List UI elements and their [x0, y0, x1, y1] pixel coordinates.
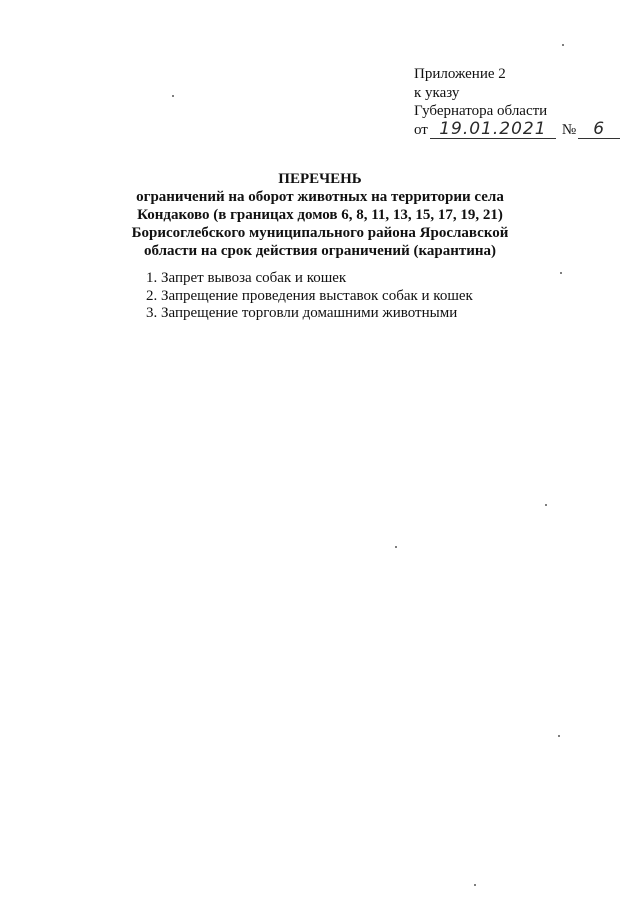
list-item: 1. Запрет вывоза собак и кошек — [146, 270, 347, 286]
list-item: 3. Запрещение торговли домашними животными — [146, 305, 458, 321]
appendix-date-number-line — [414, 121, 624, 140]
handwritten-number: 6 — [578, 121, 620, 139]
scan-speck — [172, 95, 174, 97]
document-title: ПЕРЕЧЕНЬ — [278, 171, 362, 187]
scan-speck — [558, 735, 560, 737]
scan-speck — [474, 884, 476, 886]
document-heading — [120, 170, 520, 260]
document-subtitle: ограничений на оборот животных на территории села Кондаково (в границах домов 6, 8, 11, 13, 15, 17, 19, 21) Борисоглебского муниципального района Ярославской области на срок действия ограничений (карантина) — [131, 189, 509, 259]
appendix-line-3: Губернатора области — [414, 103, 548, 119]
from-label: от — [414, 121, 428, 138]
scan-speck — [545, 504, 547, 506]
appendix-line-1: Приложение 2 — [414, 66, 506, 82]
scan-speck — [562, 44, 564, 46]
handwritten-date: 19.01.2021 — [430, 121, 556, 139]
scan-speck — [560, 272, 562, 274]
appendix-block — [414, 65, 624, 139]
appendix-line-2: к указу — [414, 84, 460, 101]
number-label: № — [561, 121, 577, 138]
restrictions-list — [146, 270, 473, 323]
scan-speck — [395, 546, 397, 548]
list-item: 2. Запрещение проведения выставок собак и кошек — [146, 287, 473, 304]
